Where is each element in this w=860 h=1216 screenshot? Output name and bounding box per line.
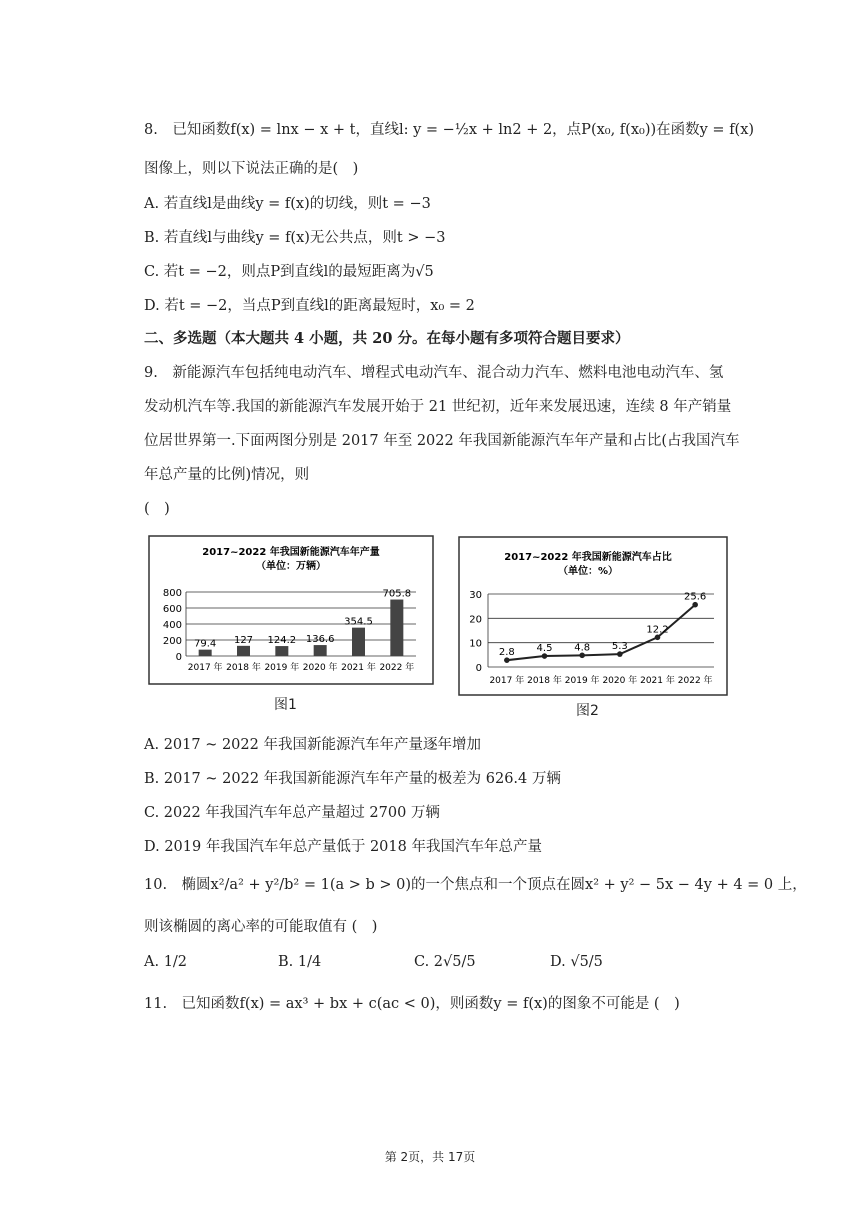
q10-option-d: D. √5/5 xyxy=(550,954,603,970)
chart2-data-label: 12.2 xyxy=(646,624,669,636)
chart1-bar xyxy=(199,650,212,656)
q8-stem-line1: 8. 已知函数f(x) = lnx − x + t，直线l: y = −½x + ln2 + 2，点P(x₀, f(x₀))在函数y = f(x) xyxy=(144,122,755,138)
q9-option-c: C. 2022 年我国汽车年总产量超过 2700 万辆 xyxy=(144,805,440,821)
q9-option-b: B. 2017 ~ 2022 年我国新能源汽车年产量的极差为 626.4 万辆 xyxy=(144,771,561,787)
q9-line1: 9. 新能源汽车包括纯电动汽车、增程式电动汽车、混合动力汽车、燃料电池电动汽车、氢 xyxy=(144,365,724,381)
chart1-ytick-label: 400 xyxy=(162,620,182,631)
chart2-xtick-label: 2022 年 xyxy=(677,676,713,686)
q9-line4: 年总产量的比例)情况，则 xyxy=(144,467,310,483)
chart2-title: 2017~2022 年我国新能源汽车占比 xyxy=(504,552,672,563)
figure1-bar-chart xyxy=(148,535,434,685)
chart2-xtick-label: 2020 年 xyxy=(602,676,638,686)
chart1-ytick-label: 600 xyxy=(162,604,182,615)
chart2-data-label: 4.5 xyxy=(536,643,553,655)
chart1-data-label: 705.8 xyxy=(382,588,412,600)
chart2-ytick-label: 30 xyxy=(469,590,482,601)
chart1-ytick-label: 800 xyxy=(162,588,182,599)
chart2-point xyxy=(504,657,510,663)
q9-line3: 位居世界第一.下面两图分别是 2017 年至 2022 年我国新能源汽车年产量和占比(占我国汽车 xyxy=(144,433,740,449)
chart2-subtitle: （单位：%） xyxy=(557,566,619,577)
chart1-ytick-label: 200 xyxy=(162,636,182,647)
chart1-data-label: 354.5 xyxy=(344,616,373,628)
chart2-ytick-label: 10 xyxy=(469,638,482,650)
chart1-bar xyxy=(237,646,250,656)
chart2-xtick-label: 2019 年 xyxy=(564,676,600,686)
q9-answer-paren: ( ) xyxy=(144,501,170,517)
figure2-caption: 图2 xyxy=(576,703,599,719)
chart1-xtick-label: 2021 年 xyxy=(341,663,376,673)
q10-stem-line2: 则该椭圆的离心率的可能取值有 ( ) xyxy=(144,919,378,935)
q9-option-d: D. 2019 年我国汽车年总产量低于 2018 年我国汽车年总产量 xyxy=(144,839,542,855)
chart2-data-label: 5.3 xyxy=(611,641,628,653)
chart2-xtick-label: 2017 年 xyxy=(489,676,525,686)
chart2-ytick-label: 0 xyxy=(475,663,482,674)
chart1-bar xyxy=(352,628,365,656)
chart1-bar xyxy=(314,645,327,656)
q8-option-b: B. 若直线l与曲线y = f(x)无公共点，则t > −3 xyxy=(144,230,446,246)
chart1-xtick-label: 2019 年 xyxy=(264,663,300,673)
q10-stem-line1: 10. 椭圆x²/a² + y²/b² = 1(a > b > 0)的一个焦点和一个顶点在圆x² + y² − 5x − 4y + 4 = 0 上， xyxy=(144,877,807,893)
chart1-data-label: 124.2 xyxy=(267,635,297,647)
q11-stem: 11. 已知函数f(x) = ax³ + bx + c(ac < 0)，则函数y = f(x)的图象不可能是 ( ) xyxy=(144,996,680,1012)
chart1-data-label: 127 xyxy=(233,634,254,646)
chart1-xtick-label: 2018 年 xyxy=(226,663,261,673)
figure2-line-chart xyxy=(458,536,728,696)
q10-option-b: B. 1/4 xyxy=(278,954,322,970)
chart1-xtick-label: 2020 年 xyxy=(302,663,338,673)
chart1-title: 2017~2022 年我国新能源汽车年产量 xyxy=(202,547,380,558)
chart1-data-label: 136.6 xyxy=(305,634,335,646)
chart2-point xyxy=(692,602,698,608)
chart2-point xyxy=(579,653,585,659)
chart1-subtitle: （单位：万辆） xyxy=(256,561,326,572)
chart1-bar xyxy=(390,600,403,656)
chart2-xtick-label: 2021 年 xyxy=(640,676,675,686)
chart2-xtick-label: 2018 年 xyxy=(527,676,562,686)
chart1-xtick-label: 2017 年 xyxy=(187,663,223,673)
section-header-multi-choice: 二、多选题（本大题共 4 小题，共 20 分。在每小题有多项符合题目要求） xyxy=(144,330,630,347)
page-footer: 第 2页，共 17页 xyxy=(384,1150,476,1164)
q9-option-a: A. 2017 ~ 2022 年我国新能源汽车年产量逐年增加 xyxy=(144,737,481,753)
chart1-ytick-label: 0 xyxy=(175,652,182,663)
chart2-data-label: 4.8 xyxy=(574,642,591,654)
chart2-point xyxy=(655,635,661,641)
q10-option-c: C. 2√5/5 xyxy=(414,954,476,970)
figure1-caption: 图1 xyxy=(274,697,297,713)
q9-line2: 发动机汽车等.我国的新能源汽车发展开始于 21 世纪初，近年来发展迅速，连续 8 年产销量 xyxy=(144,399,732,415)
chart1-bar xyxy=(275,646,288,656)
chart2-point xyxy=(542,653,548,659)
chart2-data-label: 25.6 xyxy=(684,591,707,603)
chart2-data-label: 2.8 xyxy=(498,647,515,659)
chart1-data-label: 79.4 xyxy=(194,638,217,650)
q8-option-d: D. 若t = −2，当点P到直线l的距离最短时，x₀ = 2 xyxy=(144,298,475,314)
chart2-point xyxy=(617,651,623,657)
chart1-xtick-label: 2022 年 xyxy=(379,663,415,673)
q8-option-c: C. 若t = −2，则点P到直线l的最短距离为√5 xyxy=(144,264,434,280)
q8-option-a: A. 若直线l是曲线y = f(x)的切线，则t = −3 xyxy=(144,196,431,212)
q8-stem-line2: 图像上，则以下说法正确的是( ) xyxy=(144,161,359,177)
chart2-ytick-label: 20 xyxy=(469,614,482,626)
q10-option-a: A. 1/2 xyxy=(144,954,188,970)
